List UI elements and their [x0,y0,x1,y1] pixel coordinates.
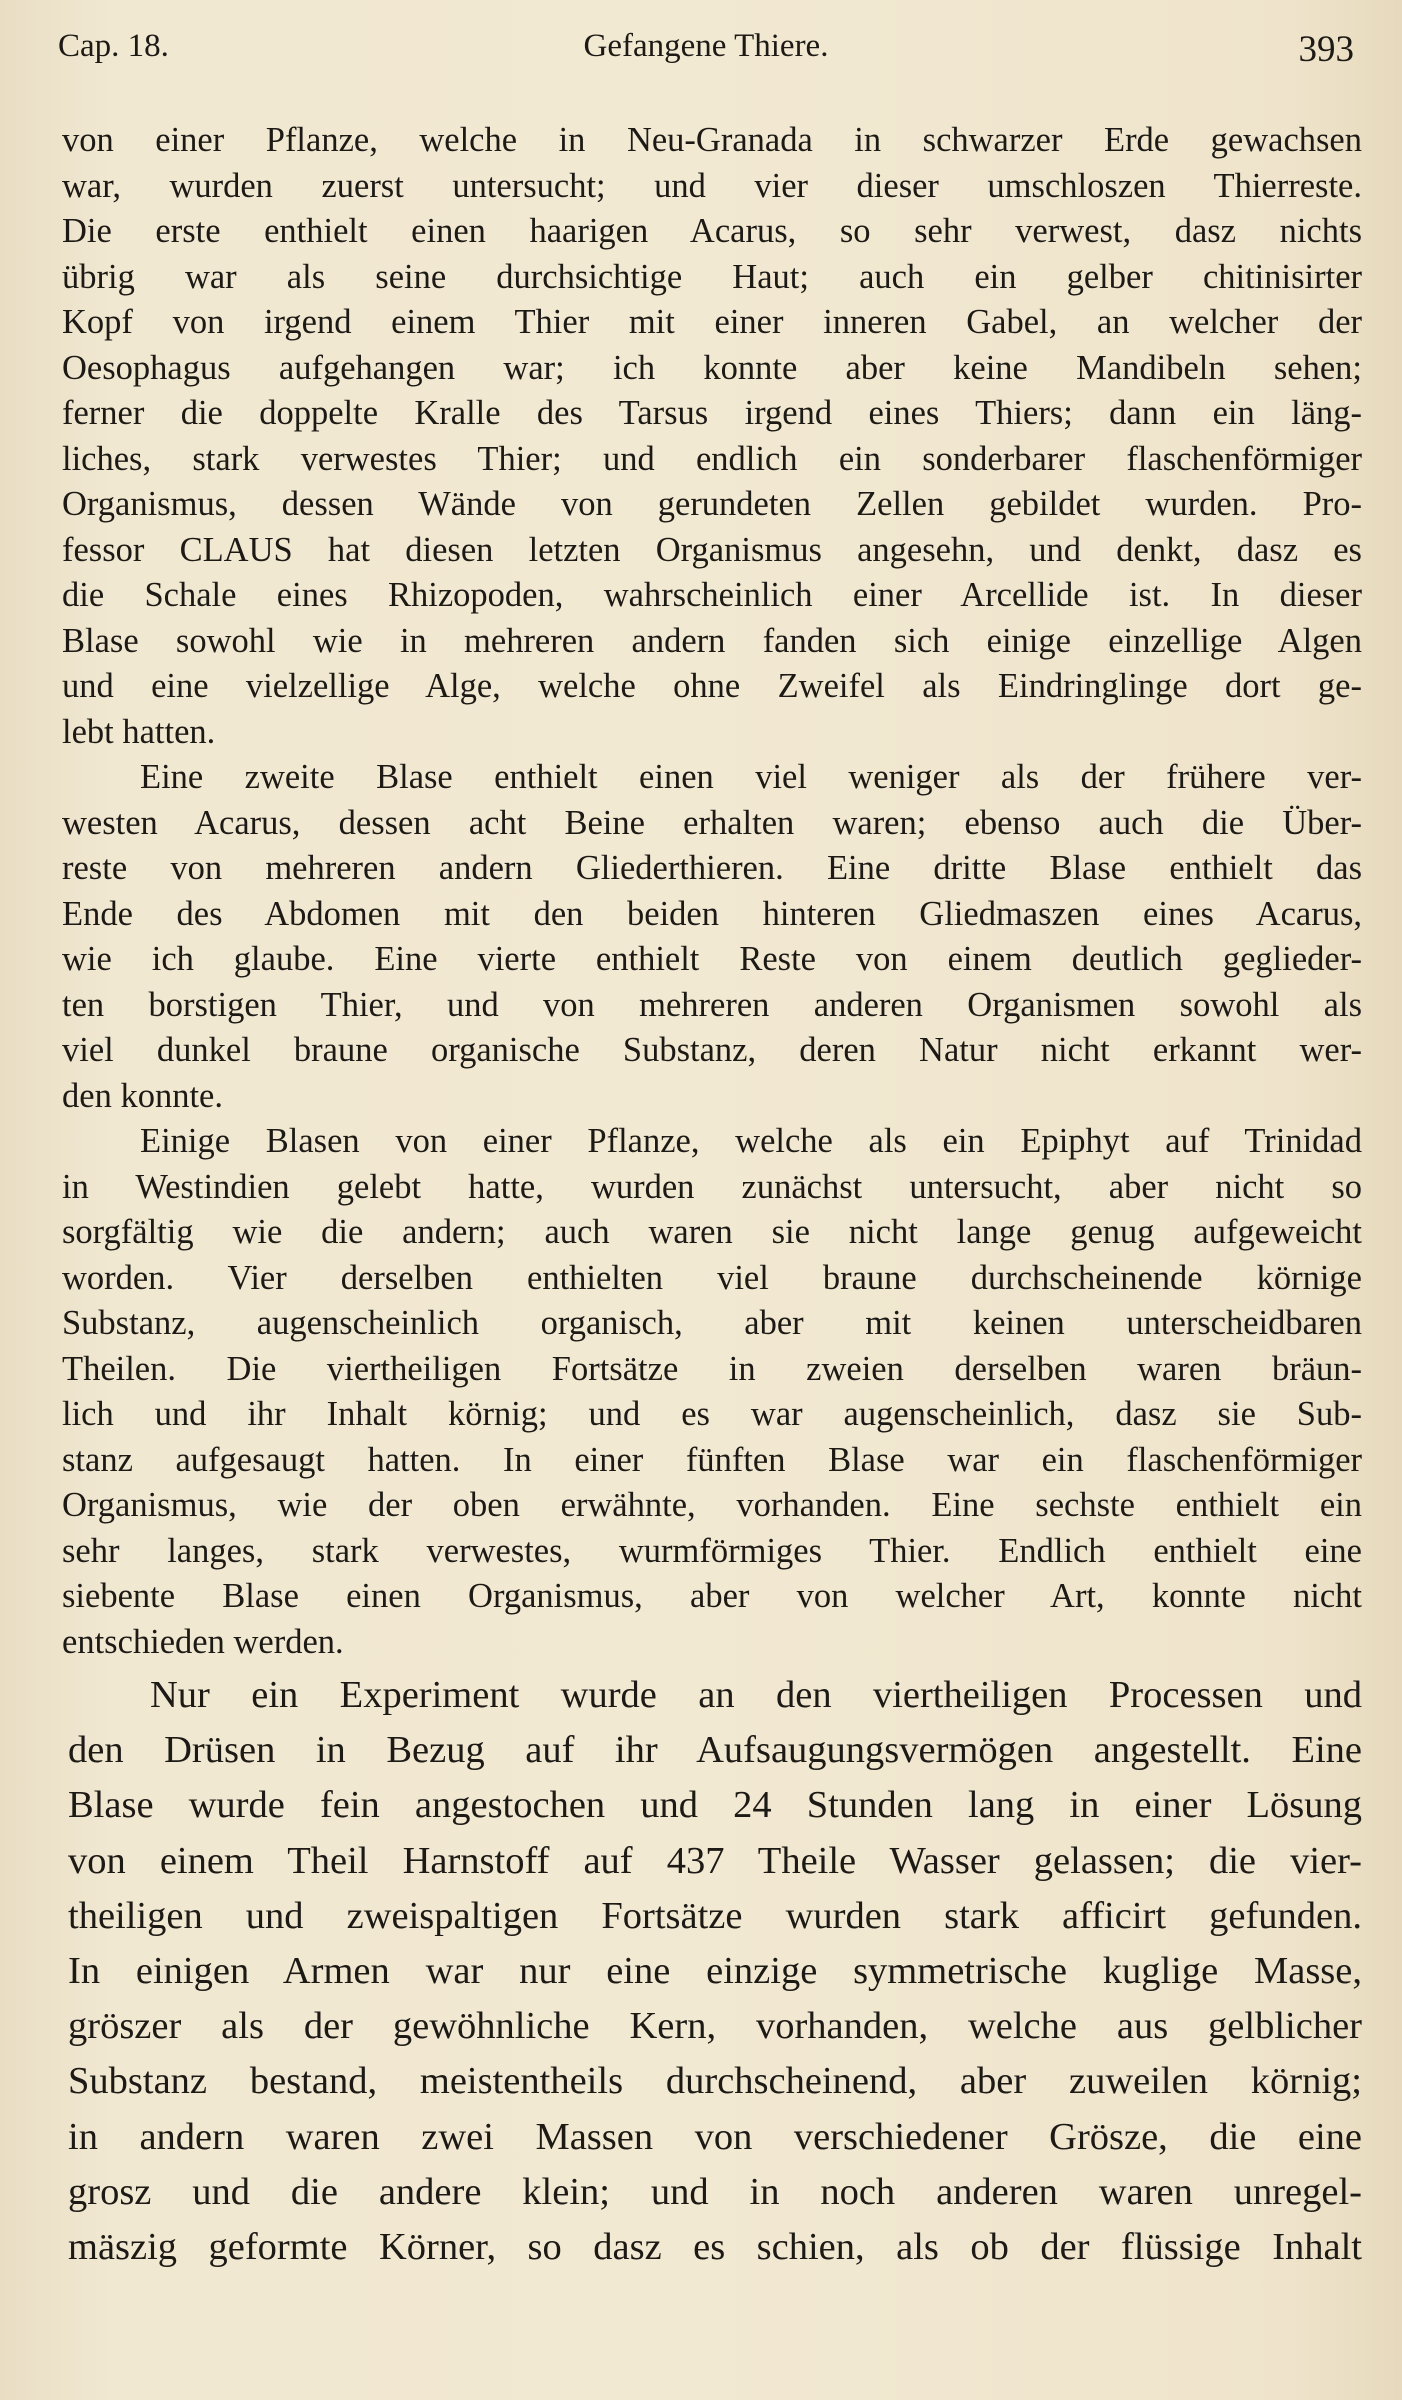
text-line: Theilen. Die viertheiligen Fortsätze in zweien derselben waren bräun- [62,1349,1362,1388]
text-line: entschieden werden. [62,1622,344,1661]
text-line: liches, stark verwestes Thier; und endlich ein sonderbarer flaschenförmiger [62,439,1362,478]
small-type-text-block [62,118,1362,1665]
text-line: Organismus, dessen Wände von gerundeten Zellen gebildet wurden. Pro- [62,485,1362,523]
running-title: Gefangene Thiere. [583,28,829,64]
text-line: wie ich glaube. Eine vierte enthielt Reste von einem deutlich geglieder- [62,940,1362,978]
text-line: Nur ein Experiment wurde an den viertheiligen Processen und [150,1674,1362,1716]
text-line: ten borstigen Thier, und von mehreren anderen Organismen sowohl als [62,985,1362,1024]
text-line: Substanz bestand, meistentheils durchscheinend, aber zuweilen körnig; [68,2060,1362,2103]
text-line: viel dunkel braune organische Substanz, deren Natur nicht erkannt wer- [62,1031,1362,1069]
text-line: reste von mehreren andern Gliederthieren. Eine dritte Blase enthielt das [62,849,1362,887]
large-type-text-block [68,1668,1362,2275]
text-line: in andern waren zwei Massen von verschiedener Grösze, die eine [68,2115,1362,2158]
text-line: stanz aufgesaugt hatten. In einer fünften Blase war ein flaschenförmiger [62,1440,1362,1479]
text-line: Substanz, augenscheinlich organisch, aber mit keinen unterscheidbaren [62,1304,1362,1342]
text-line: Eine zweite Blase enthielt einen viel weniger als der frühere ver- [140,758,1362,796]
text-line: von einer Pflanze, welche in Neu-Granada in schwarzer Erde gewachsen [62,121,1362,159]
text-line: Organismus, wie der oben erwähnte, vorhanden. Eine sechste enthielt ein [62,1486,1362,1524]
page-number: 393 [1298,29,1354,70]
text-line: lich und ihr Inhalt körnig; und es war augenscheinlich, dasz sie Sub- [62,1395,1362,1433]
text-line: und eine vielzellige Alge, welche ohne Zweifel als Eindringlinge dort ge- [62,667,1362,705]
text-line: in Westindien gelebt hatte, wurden zunächst untersucht, aber nicht so [62,1167,1362,1206]
text-line: sorgfältig wie die andern; auch waren sie nicht lange genug aufgeweicht [62,1213,1362,1251]
text-line: fessor CLAUS hat diesen letzten Organismus angesehn, und denkt, dasz es [62,530,1362,569]
text-line: den konnte. [62,1076,223,1115]
text-line: In einigen Armen war nur eine einzige symmetrische kuglige Masse, [68,1949,1362,1992]
text-line: mäszig geformte Körner, so dasz es schien, als ob der flüssige Inhalt [68,2225,1362,2268]
text-line: war, wurden zuerst untersucht; und vier dieser umschloszen Thierreste. [62,166,1362,205]
text-line: theiligen und zweispaltigen Fortsätze wurden stark afficirt gefunden. [68,1894,1362,1937]
text-line: Die erste enthielt einen haarigen Acarus, so sehr verwest, dasz nichts [62,212,1362,250]
text-line: ferner die doppelte Kralle des Tarsus irgend eines Thiers; dann ein läng- [62,394,1362,432]
text-line: übrig war als seine durchsichtige Haut; auch ein gelber chitinisirter [62,257,1362,296]
text-line: gröszer als der gewöhnliche Kern, vorhanden, welche aus gelblicher [68,2005,1362,2048]
text-line: Einige Blasen von einer Pflanze, welche als ein Epiphyt auf Trinidad [140,1122,1362,1160]
text-line: worden. Vier derselben enthielten viel braune durchscheinende körnige [62,1258,1362,1297]
chapter-label: Cap. 18. [58,28,169,64]
text-line: grosz und die andere klein; und in noch anderen waren unregel- [68,2170,1362,2213]
text-line: von einem Theil Harnstoff auf 437 Theile Wasser gelassen; die vier- [68,1839,1362,1882]
text-line: lebt hatten. [62,712,216,751]
text-line: Blase wurde fein angestochen und 24 Stunden lang in einer Lösung [68,1784,1362,1827]
text-line: Blase sowohl wie in mehreren andern fanden sich einige einzellige Algen [62,621,1362,660]
text-line: Oesophagus aufgehangen war; ich konnte aber keine Mandibeln sehen; [62,348,1362,387]
text-line: Kopf von irgend einem Thier mit einer inneren Gabel, an welcher der [62,303,1362,341]
text-line: sehr langes, stark verwestes, wurmförmiges Thier. Endlich enthielt eine [62,1531,1362,1570]
text-line: den Drüsen in Bezug auf ihr Aufsaugungsvermögen angestellt. Eine [68,1729,1362,1772]
text-line: westen Acarus, dessen acht Beine erhalten waren; ebenso auch die Über- [62,803,1362,842]
text-line: die Schale eines Rhizopoden, wahrscheinlich einer Arcellide ist. In dieser [62,576,1362,614]
running-header [58,28,1354,72]
text-line: siebente Blase einen Organismus, aber von welcher Art, konnte nicht [62,1577,1362,1615]
text-line: Ende des Abdomen mit den beiden hinteren Gliedmaszen eines Acarus, [62,894,1362,933]
